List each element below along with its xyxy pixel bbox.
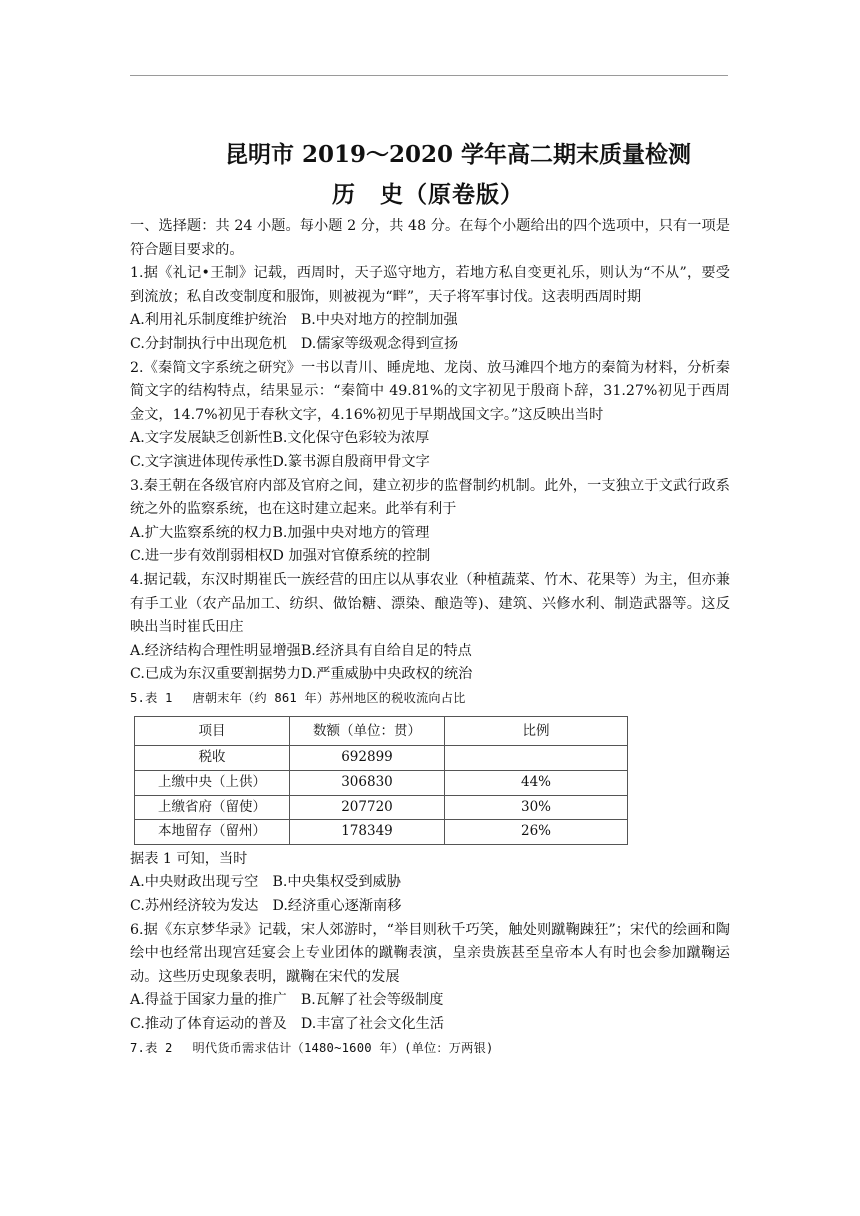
table-header-cell: 数额（单位：贯） (290, 717, 445, 746)
table-cell: 692899 (290, 746, 445, 771)
table-cell: 44% (445, 771, 628, 796)
question-1-stem: 1.据《礼记•王制》记载，西周时，天子巡守地方，若地方私自变更礼乐，则认为“不从”，要受到流放；私自改变制度和服饰，则被视为“畔”，天子将军事讨伐。这表明西周时期 (130, 265, 730, 305)
question-3-stem: 3.秦王朝在各级官府内部及官府之间，建立初步的监督制约机制。此外，一支独立于文武行政系统之外的监察系统，也在这时建立起来。此举有利于 (130, 477, 730, 518)
table-1-caption: 5.表 1 唐朝末年（约 861 年）苏州地区的税收流向占比 (130, 690, 466, 705)
table-cell: 178349 (290, 820, 445, 845)
page-title: 昆明市 2019～2020 学年高二期末质量检测 (224, 141, 692, 168)
question-6-stem: 6.据《东京梦华录》记载，宋人郊游时，“举目则秋千巧笑，触处则蹴鞠踈狂”；宋代的绘画和陶绘中也经常出现宫廷宴会上专业团体的蹴鞠表演，皇亲贵族甚至皇帝本人有时也会参加蹴鞠运动。这些历史现象表明，蹴鞠在宋代的发展 (130, 921, 730, 985)
question-4-options-cd: C.已成为东汉重要割据势力D.严重威胁中央政权的统治 (130, 666, 473, 683)
table-cell: 207720 (290, 795, 445, 820)
question-6-options-cd: C.推动了体育运动的普及 D.丰富了社会文化生活 (130, 1016, 444, 1032)
table-row (135, 820, 628, 845)
table-cell: 上缴省府（留使） (135, 795, 290, 820)
question-4-options-ab: A.经济结构合理性明显增强B.经济具有自给自足的特点 (130, 642, 472, 659)
table-row (135, 795, 628, 820)
table-2-caption: 7.表 2 明代货币需求估计（1480~1600 年）(单位：万两银) (130, 1040, 494, 1055)
exam-content (130, 215, 730, 1060)
section-instructions: 一、选择题：共 24 小题。每小题 2 分，共 48 分。在每个小题给出的四个选项中，只有一项是符合题目要求的。 (130, 218, 730, 258)
table-cell: 26% (445, 820, 628, 845)
page-subtitle: 历 史（原卷版） (332, 181, 524, 208)
table-cell: 本地留存（留州） (135, 820, 290, 845)
table-header-cell: 项目 (135, 717, 290, 746)
table-1 (134, 716, 628, 844)
question-2-options-cd: C.文字演进体现传承性D.篆书源自殷商甲骨文字 (130, 453, 430, 470)
table-cell: 税收 (135, 746, 290, 771)
table-row (135, 746, 628, 771)
header-rule (130, 75, 728, 76)
question-5-options-cd: C.苏州经济较为发达 D.经济重心逐渐南移 (130, 898, 402, 915)
table-cell: 上缴中央（上供） (135, 771, 290, 796)
question-5-stem: 据表 1 可知，当时 (130, 850, 248, 867)
question-6-options-ab: A.得益于国家力量的推广 B.瓦解了社会等级制度 (130, 992, 444, 1009)
question-1-options-ab: A.利用礼乐制度维护统治 B.中央对地方的控制加强 (130, 312, 458, 329)
table-header-cell: 比例 (445, 717, 628, 746)
question-3-options-ab: A.扩大监察系统的权力B.加强中央对地方的管理 (130, 524, 430, 541)
question-5-options-ab: A.中央财政出现亏空 B.中央集权受到威胁 (130, 874, 401, 891)
table-cell (445, 746, 628, 771)
question-4-stem: 4.据记载，东汉时期崔氏一族经营的田庄以从事农业（种植蔬菜、竹木、花果等）为主，但亦兼有手工业（农产品加工、纺织、做饴糖、漂染、酿造等)、建筑、兴修水利、制造武器等。这反映出当时崔氏田庄 (130, 571, 730, 636)
question-2-options-ab: A.文字发展缺乏创新性B.文化保守色彩较为浓厚 (130, 430, 430, 447)
table-header-row (135, 717, 628, 746)
table-cell: 306830 (290, 771, 445, 796)
table-cell: 30% (445, 795, 628, 820)
question-2-stem: 2.《秦简文字系统之研究》一书以青川、睡虎地、龙岗、放马滩四个地方的秦简为材料，分析秦简文字的结构特点，结果显示：“秦简中 49.81%的文字初见于殷商卜辞，31.27%初见于西周金文，14.7%初见于春秋文字，4.16%初见于早期战国文字。”这反映出当时 (130, 359, 730, 423)
question-3-options-cd: C.进一步有效削弱相权D 加强对官僚系统的控制 (130, 548, 431, 565)
table-row (135, 771, 628, 796)
question-1-options-cd: C.分封制执行中出现危机 D.儒家等级观念得到宣扬 (130, 335, 459, 352)
